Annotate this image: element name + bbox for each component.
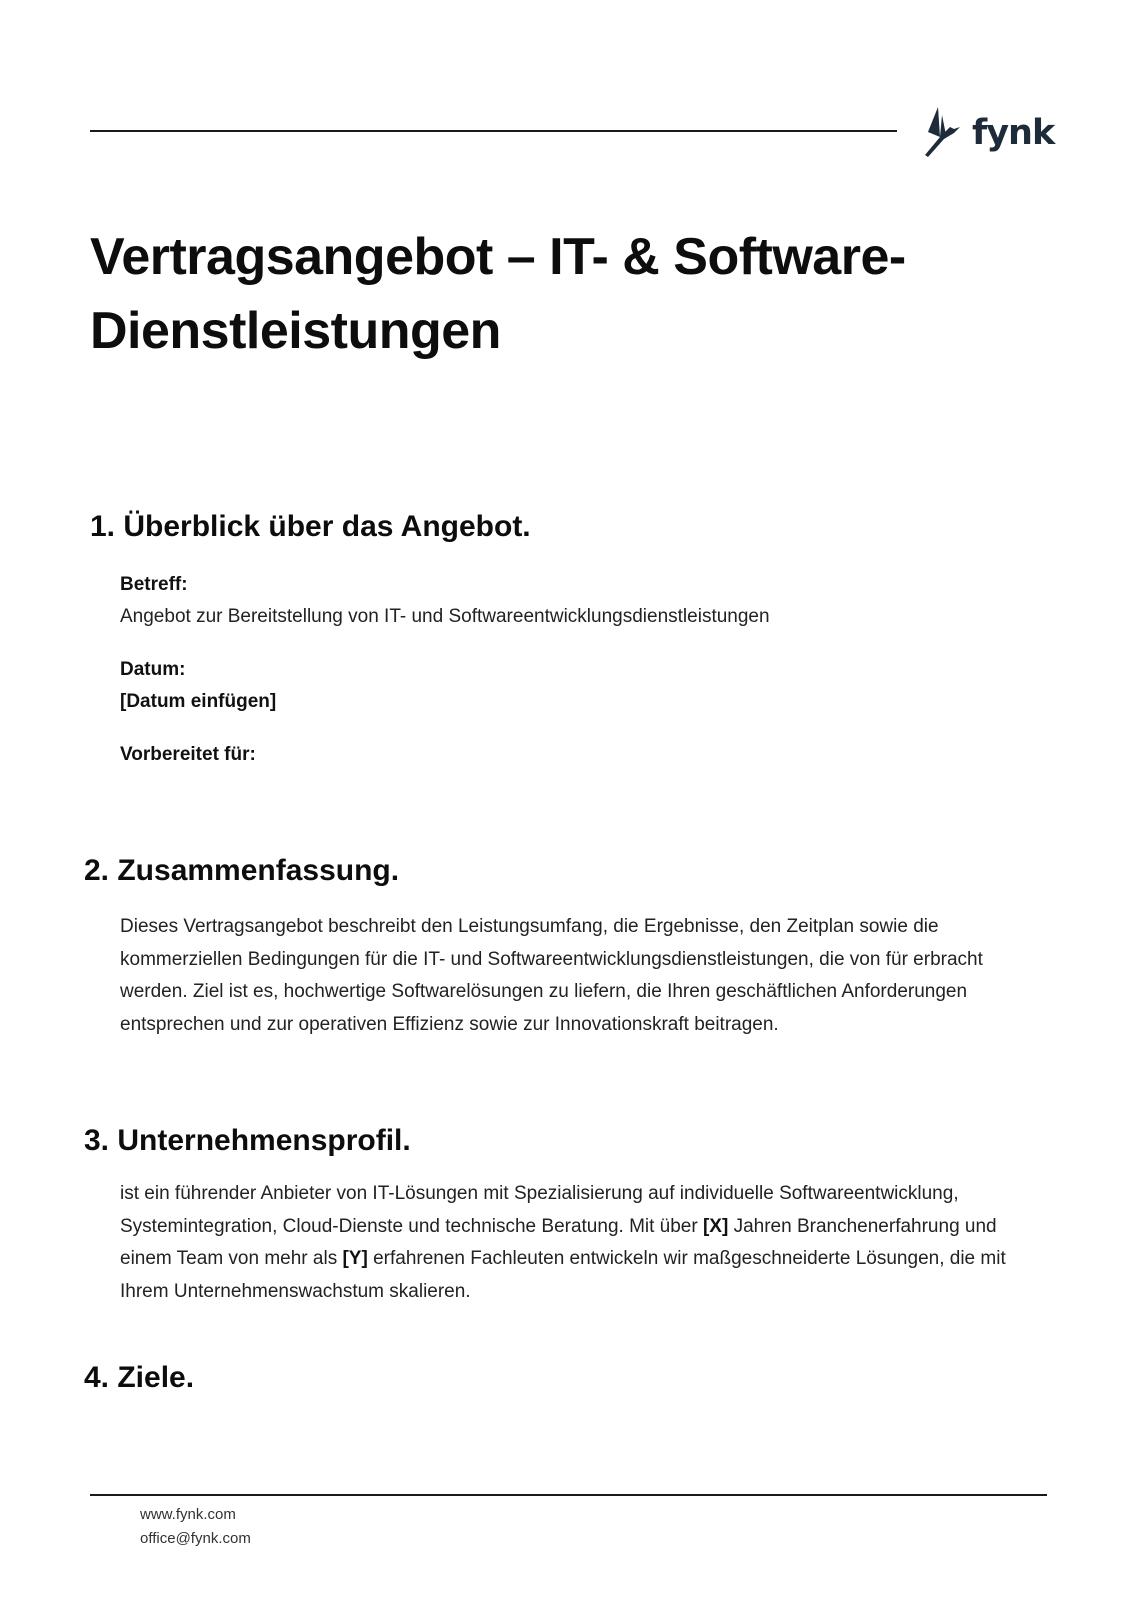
placeholder-team-size: [Y] — [342, 1248, 368, 1269]
section-heading-goals: 4. Ziele. — [84, 1361, 195, 1394]
document-title: Vertragsangebot – IT- & Software-Dienstleistungen — [90, 228, 906, 360]
field-label-datum: Datum: — [120, 659, 186, 680]
section-heading-company-profile: 3. Unternehmensprofil. — [84, 1124, 411, 1157]
field-label-vorbereitet-fuer: Vorbereitet für: — [120, 744, 256, 765]
fynk-logo — [918, 103, 1058, 163]
bird-icon — [918, 105, 968, 161]
profile-text-2: Jahren Branchenerfahrung und einem Team von mehr als — [120, 1215, 997, 1269]
company-profile-paragraph — [120, 1178, 1050, 1308]
footer-website: www.fynk.com — [140, 1506, 236, 1523]
summary-paragraph: Dieses Vertragsangebot beschreibt den Leistungsumfang, die Ergebnisse, den Zeitplan sowie die kommerziellen Bedingungen für die IT- und Softwareentwicklungsdienstleistungen, die von für erbracht werden. Ziel ist es, hochwertige Softwarelösungen zu liefern, die Ihren geschäftlichen Anforderungen entsprechen und zur operativen Effizienz sowie zur Innovationskraft beitragen. — [120, 916, 983, 1035]
profile-text-3: erfahrenen Fachleuten entwickeln wir maßgeschneiderte Lösungen, die mit Ihrem Unternehmenswachstum skalieren. — [120, 1248, 1006, 1302]
footer-email: office@fynk.com — [140, 1530, 251, 1547]
field-value-datum: [Datum einfügen] — [120, 691, 277, 712]
profile-text-1: ist ein führender Anbieter von IT-Lösungen mit Spezialisierung auf individuelle Softwareentwicklung, Systemintegration, Cloud-Dienste und technische Beratung. Mit über — [120, 1183, 959, 1237]
field-label-betreff: Betreff: — [120, 574, 188, 595]
header-divider — [90, 130, 897, 132]
placeholder-years: [X] — [702, 1215, 729, 1237]
field-value-betreff: Angebot zur Bereitstellung von IT- und Softwareentwicklungsdienstleistungen — [120, 606, 770, 627]
logo-wordmark: fynk — [972, 112, 1055, 153]
footer-divider — [90, 1494, 1047, 1496]
section-heading-overview: 1. Überblick über das Angebot. — [90, 510, 531, 543]
section-heading-summary: 2. Zusammenfassung. — [84, 854, 400, 887]
